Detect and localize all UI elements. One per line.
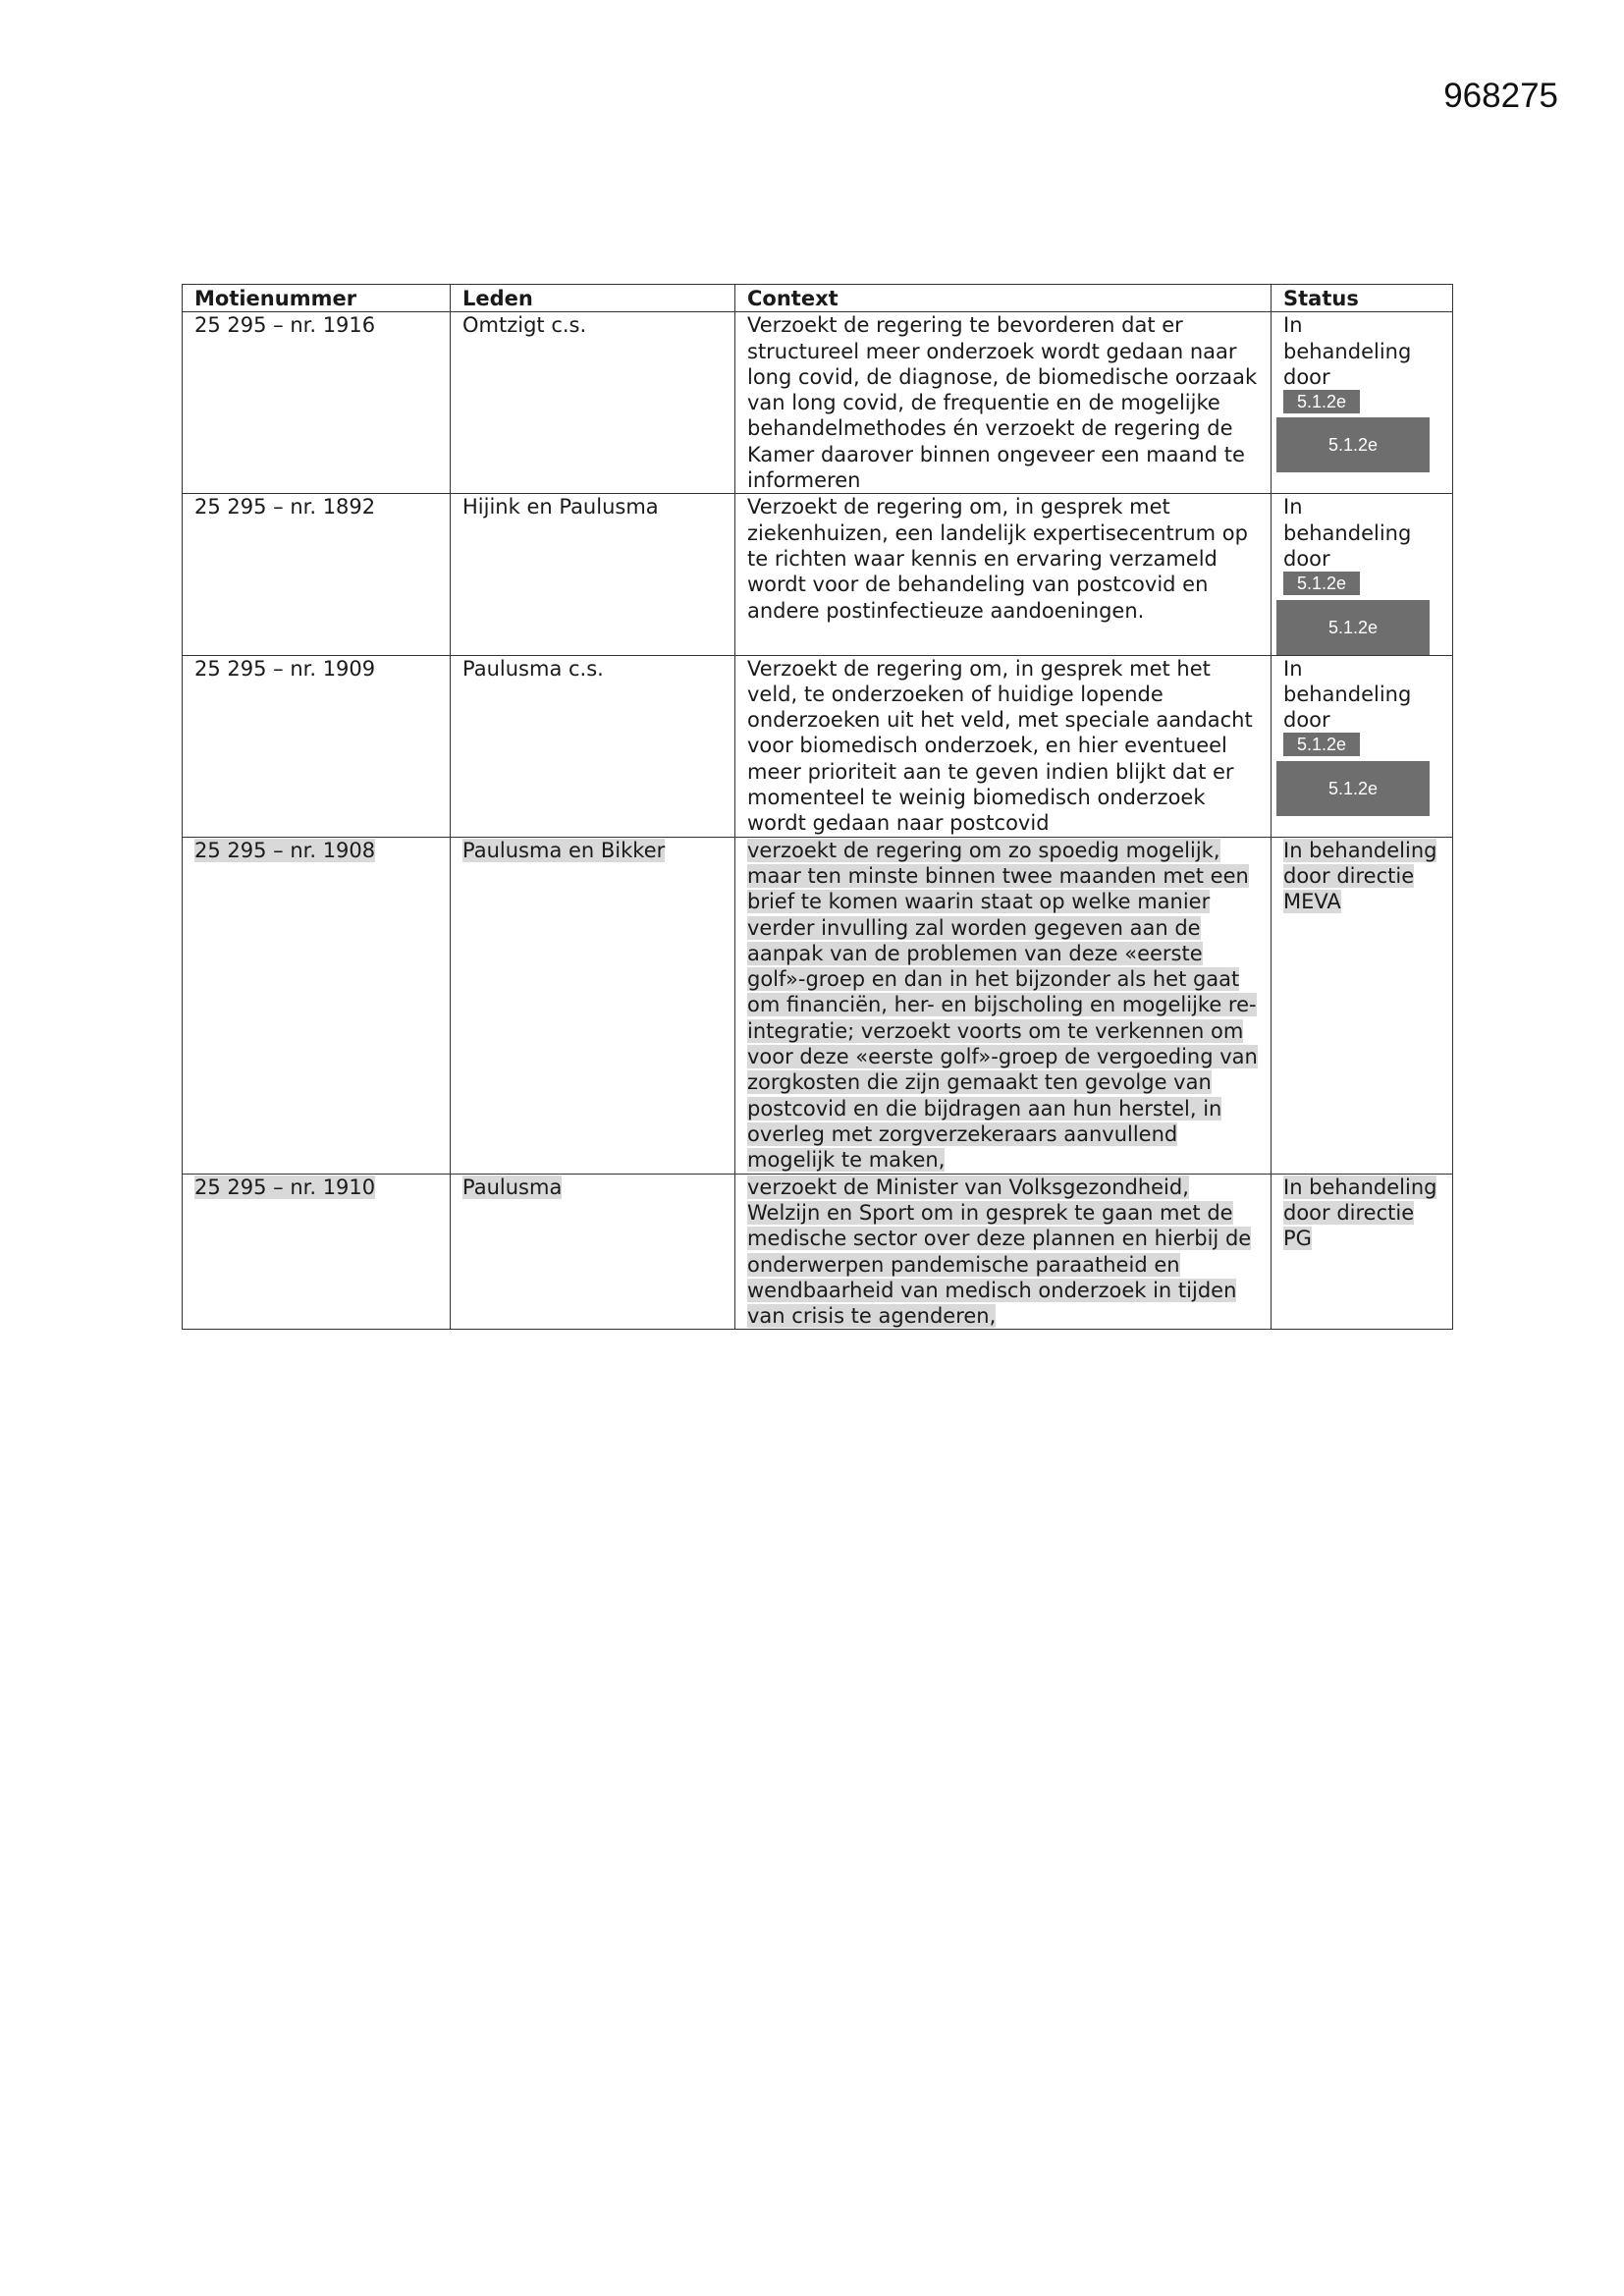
cell-motienummer: 25 295 – nr. 1910 (183, 1174, 451, 1330)
redaction-block: 5.1.2e (1276, 417, 1430, 472)
redaction-block: 5.1.2e (1276, 761, 1430, 816)
cell-context: Verzoekt de regering om, in gesprek met ziekenhuizen, een landelijk expertisecentrum op te richten waar kennis en ervaring verzameld wordt voor de behandeling van postcovid en andere postinfectieuze aandoeningen. (735, 494, 1272, 655)
redaction-label: 5.1.2e (1283, 733, 1360, 756)
status-text: In behandeling door (1283, 656, 1412, 733)
cell-motienummer: 25 295 – nr. 1916 (183, 312, 451, 494)
cell-context: Verzoekt de regering om, in gesprek met het veld, te onderzoeken of huidige lopende onderzoeken uit het veld, met speciale aandacht voor biomedisch onderzoek, en hier eventueel meer prioriteit aan te geven indien blijkt dat er momenteel te weinig biomedisch onderzoek wordt gedaan naar postcovid (735, 655, 1272, 837)
table-row (183, 837, 1453, 1174)
cell-status (1272, 494, 1453, 655)
cell-status (1272, 312, 1453, 494)
motions-table (182, 284, 1453, 1330)
cell-context: Verzoekt de regering te bevorderen dat er structureel meer onderzoek wordt gedaan naar long covid, de diagnose, de biomedische oorzaak van long covid, de frequentie en de mogelijke behandelmethodes én verzoekt de regering de Kamer daarover binnen ongeveer een maand te informeren (735, 312, 1272, 494)
table-row (183, 312, 1453, 494)
cell-leden: Paulusma (451, 1174, 735, 1330)
redaction-label: 5.1.2e (1283, 572, 1360, 595)
table-row (183, 494, 1453, 655)
cell-leden: Hijink en Paulusma (451, 494, 735, 655)
document-id: 968275 (1443, 77, 1558, 115)
redaction-block: 5.1.2e (1276, 600, 1430, 655)
status-text: In behandeling door directie PG (1283, 1175, 1437, 1251)
header-leden: Leden (451, 285, 735, 312)
status-text: In behandeling door (1283, 495, 1412, 571)
table-header-row (183, 285, 1453, 312)
cell-leden: Paulusma en Bikker (451, 837, 735, 1174)
redaction-label: 5.1.2e (1283, 390, 1360, 413)
table-row (183, 655, 1453, 837)
cell-context: verzoekt de Minister van Volksgezondheid, Welzijn en Sport om in gesprek te gaan met de medische sector over deze plannen en hierbij de onderwerpen pandemische paraatheid en wendbaarheid van medisch onderzoek in tijden van crisis te agenderen, (735, 1174, 1272, 1330)
cell-status (1272, 1174, 1453, 1330)
table-row (183, 1174, 1453, 1330)
cell-status (1272, 655, 1453, 837)
status-text: In behandeling door directie MEVA (1283, 838, 1437, 914)
cell-motienummer: 25 295 – nr. 1909 (183, 655, 451, 837)
cell-leden: Omtzigt c.s. (451, 312, 735, 494)
header-context: Context (735, 285, 1272, 312)
header-status: Status (1272, 285, 1453, 312)
cell-motienummer: 25 295 – nr. 1892 (183, 494, 451, 655)
header-motienummer: Motienummer (183, 285, 451, 312)
cell-status (1272, 837, 1453, 1174)
cell-motienummer: 25 295 – nr. 1908 (183, 837, 451, 1174)
cell-leden: Paulusma c.s. (451, 655, 735, 837)
status-text: In behandeling door (1283, 313, 1412, 389)
cell-context: verzoekt de regering om zo spoedig mogelijk, maar ten minste binnen twee maanden met een brief te komen waarin staat op welke manier verder invulling zal worden gegeven aan de aanpak van de problemen van deze «eerste golf»-groep en dan in het bijzonder als het gaat om financiën, her- en bijscholing en mogelijke re-integratie; verzoekt voorts om te verkennen om voor deze «eerste golf»-groep de vergoeding van zorgkosten die zijn gemaakt ten gevolge van postcovid en die bijdragen aan hun herstel, in overleg met zorgverzekeraars aanvullend mogelijk te maken, (735, 837, 1272, 1174)
